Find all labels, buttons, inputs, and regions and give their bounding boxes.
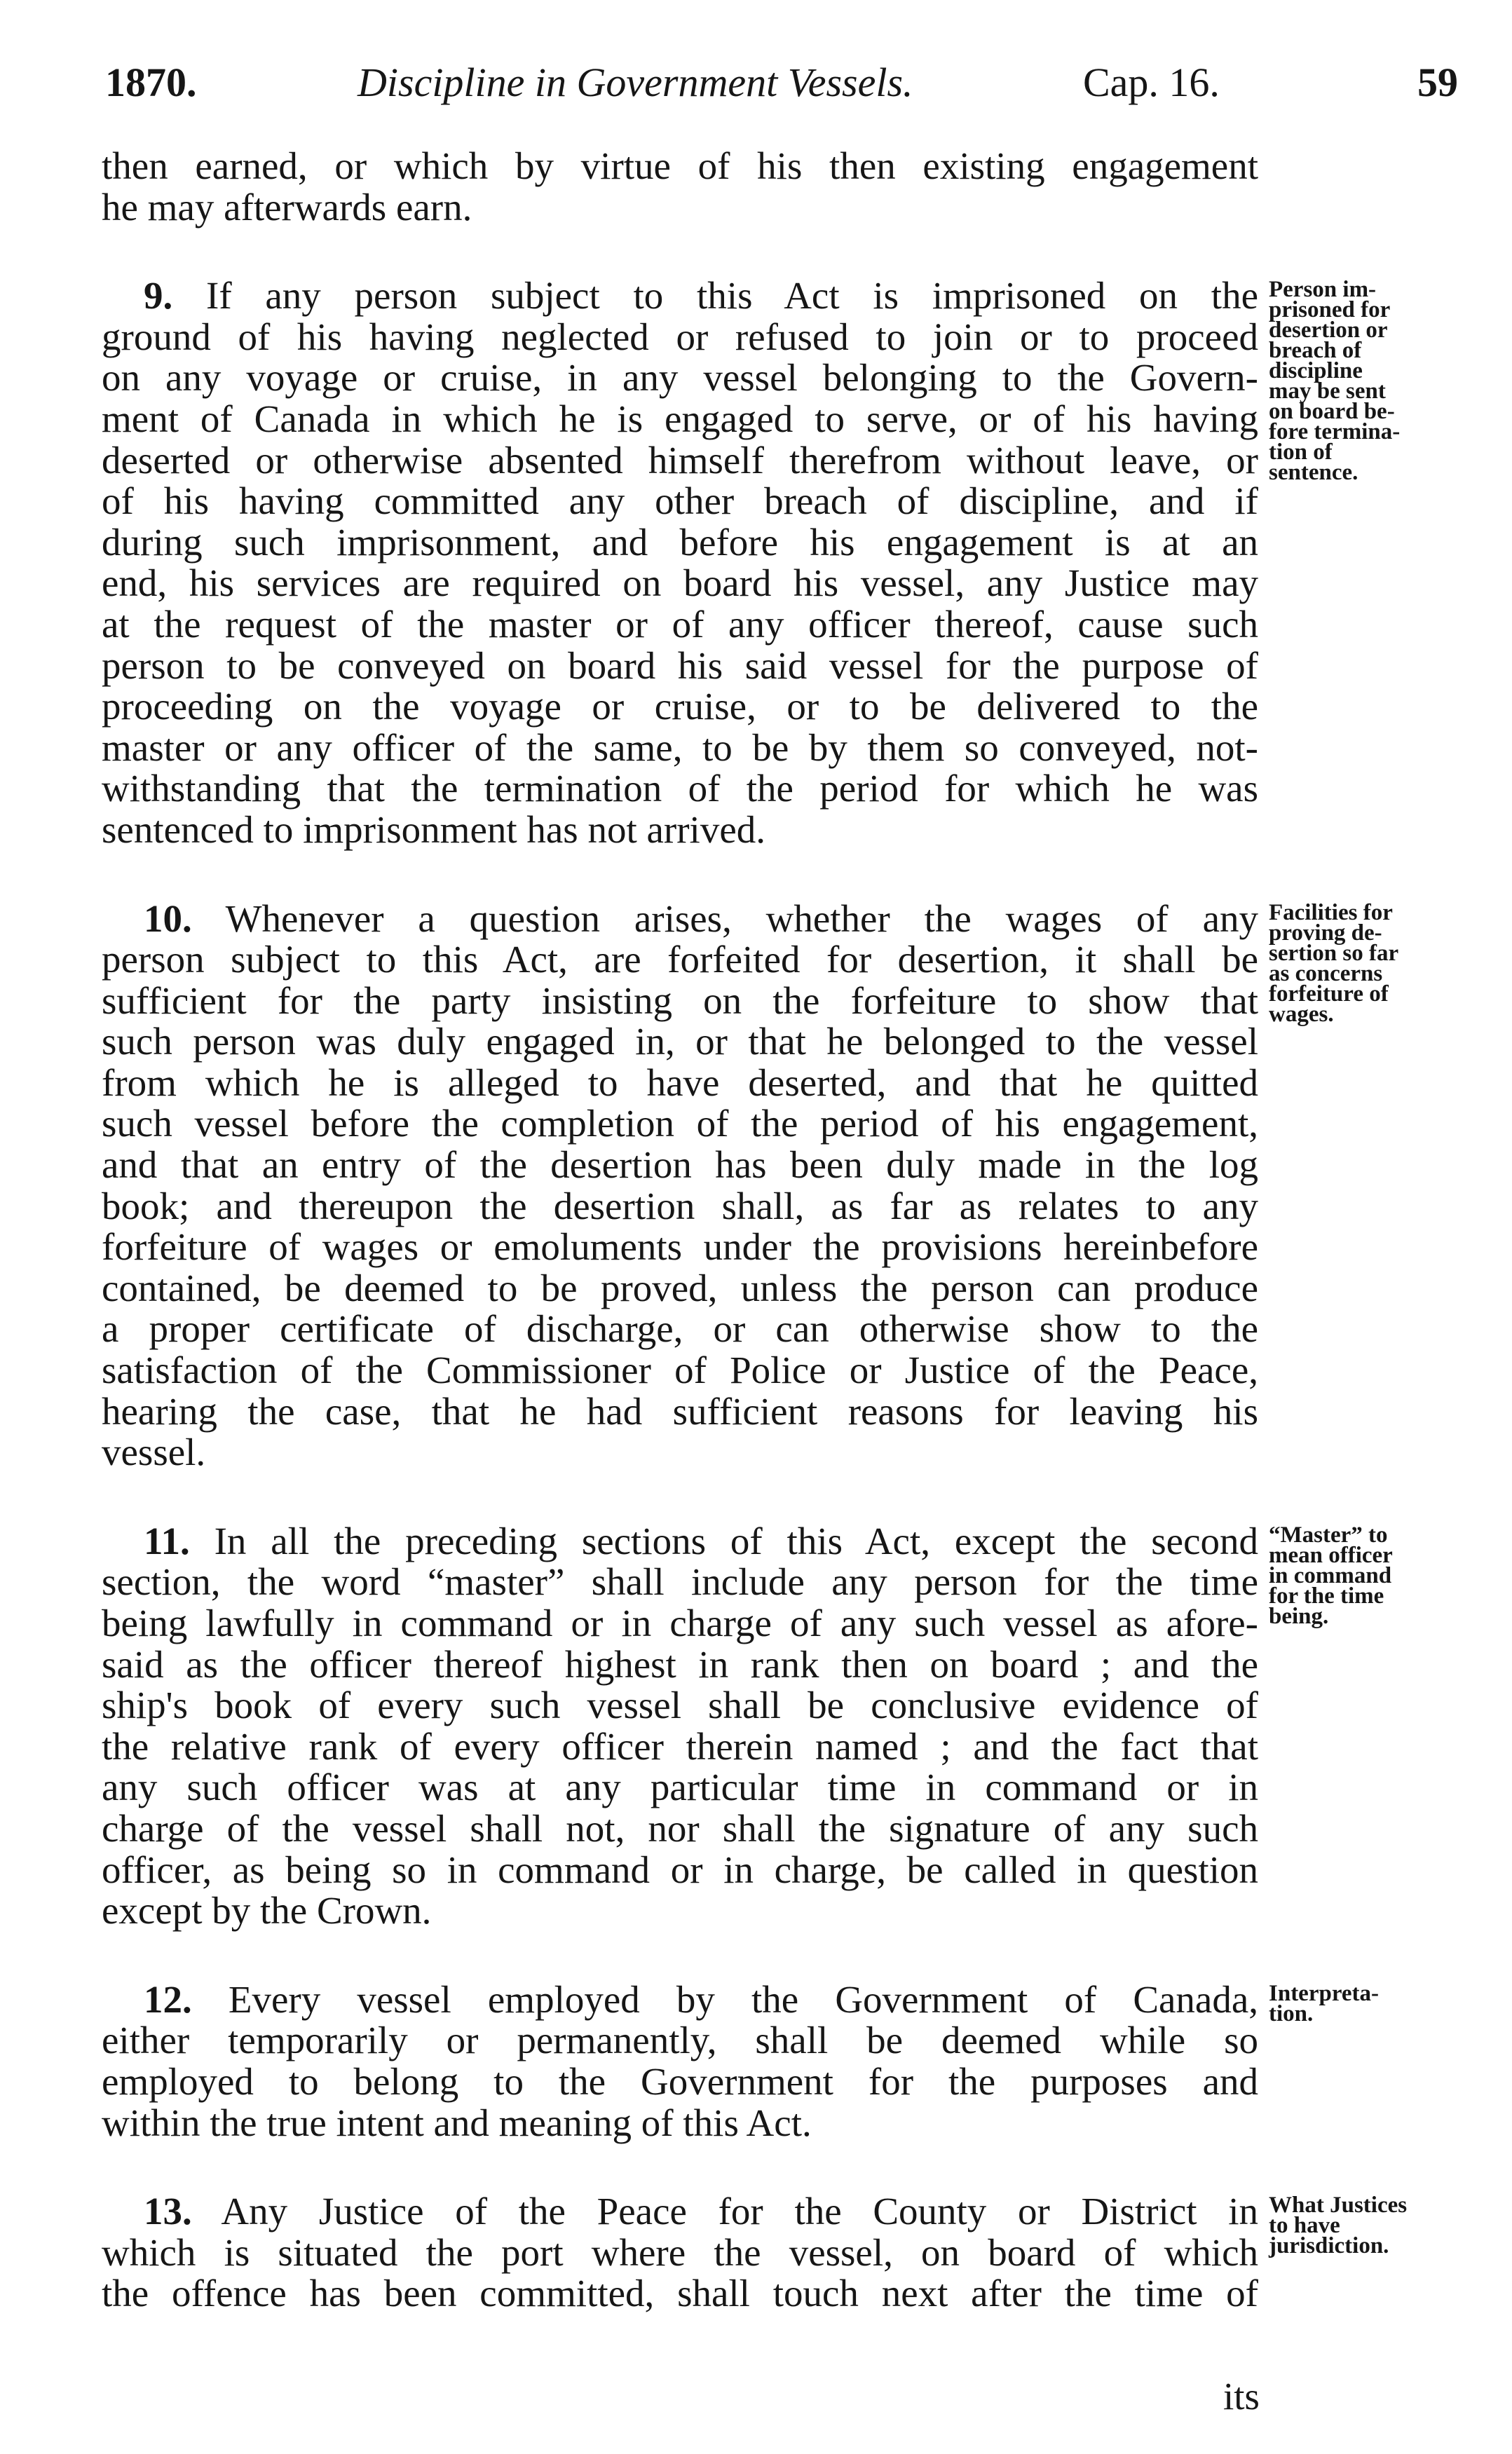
text-line: within the true intent and meaning of this Act. [102,2101,812,2144]
margin-note-line: wages. [1269,1002,1334,1027]
text-line: withstanding that the termination of the period for which he was [102,767,1258,810]
text-line: he may afterwards earn. [102,185,472,229]
text-line [102,899,1258,940]
margin-note-line: may be sent [1269,379,1386,404]
section-first-line-text: In all the preceding sections of this Act, except the second [189,1519,1258,1562]
section-13 [102,2191,1258,2315]
margin-note-line: to have [1269,2213,1340,2238]
text-line: the offence has been committed, shall touch next after the time of [102,2272,1258,2315]
margin-note-section-13 [1269,2195,1493,2256]
text-line: employed to belong to the Government for the purposes and [102,2059,1258,2103]
margin-note-line: for the time [1269,1583,1384,1609]
text-line [102,1979,1258,2021]
text-line: person to be conveyed on board his said vessel for the purpose of [102,643,1258,687]
section-gap [102,851,1258,899]
section-gap [102,1473,1258,1521]
section-12 [102,1979,1258,2143]
margin-note-section-9 [1269,277,1493,485]
text-line: proceeding on the voyage or cruise, or to be delivered to the [102,685,1258,728]
text-line: charge of the vessel shall not, nor shall the signature of any such [102,1806,1258,1850]
margin-note-line: as concerns [1269,961,1383,986]
continuation-paragraph [102,146,1258,228]
margin-note-section-12 [1269,1981,1493,2026]
text-line: either temporarily or permanently, shall be deemed while so [102,2019,1258,2062]
section-gap [102,2143,1258,2191]
section-number: 11. [144,1519,190,1562]
margin-note-line: prisoned for [1269,297,1391,322]
margin-note-line: desertion or [1269,318,1388,343]
text-line: any such officer was at any particular time in command or in [102,1766,1258,1809]
margin-note-line: being. [1269,1604,1329,1629]
section-number: 9. [144,274,173,318]
margin-note-line: What Justices [1269,2193,1408,2218]
section-gap [102,228,1258,275]
text-line: book; and thereupon the desertion shall, as far as relates to any [102,1184,1258,1227]
margin-note-line: in command [1269,1563,1392,1588]
section-first-line-text: Whenever a question arises, whether the wages of any [191,897,1258,940]
section-number: 13. [144,2190,192,2233]
section-first-line-text: Every vessel employed by the Government of Canada, [191,1977,1258,2021]
margin-note-line: breach of [1269,338,1362,363]
text-line: hearing the case, that he had sufficient reasons for leaving his [102,1389,1258,1433]
running-head-year: 1870. [105,60,197,105]
margin-note-line: on board be- [1269,399,1395,424]
section-number: 12. [144,1977,192,2021]
text-line: at the request of the master or of any officer thereof, cause such [102,602,1258,646]
text-line [102,2191,1258,2233]
margin-note-line: forfeiture of [1269,981,1389,1007]
text-line: a proper certificate of discharge, or can otherwise show to the [102,1307,1258,1351]
text-line: forfeiture of wages or emoluments under the provisions hereinbefore [102,1225,1258,1269]
body-text-column [102,146,1258,2315]
text-line: contained, be deemed to be proved, unless the person can produce [102,1266,1258,1309]
text-line: which is situated the port where the vessel, on board of which [102,2230,1258,2274]
running-head-chapter: Cap. 16. [1083,60,1220,105]
text-line: person subject to this Act, are forfeited for desertion, it shall be [102,938,1258,981]
text-line: ship's book of every such vessel shall be conclusive evidence of [102,1684,1258,1727]
text-line: then earned, or which by virtue of his then existing engagement [102,144,1258,187]
section-first-line-text: If any person subject to this Act is imprisoned on the [172,274,1258,318]
margin-note-line: sentence. [1269,460,1358,485]
section-10 [102,899,1258,1473]
text-line: of his having committed any other breach of discipline, and if [102,479,1258,523]
text-line: on any voyage or cruise, in any vessel belonging to the Govern- [102,356,1258,400]
text-line: during such imprisonment, and before his engagement is at an [102,520,1258,564]
running-head [105,55,1458,111]
margin-note-line: Facilities for [1269,900,1393,925]
text-line: section, the word “master” shall include any person for the time [102,1560,1258,1604]
margin-note-line: mean officer [1269,1543,1393,1568]
running-head-title: Discipline in Government Vessels. [357,60,913,105]
section-9 [102,275,1258,850]
section-gap [102,1932,1258,1979]
margin-note-line: discipline [1269,358,1363,383]
text-line: deserted or otherwise absented himself therefrom without leave, or [102,438,1258,482]
margin-note-line: tion of [1269,439,1333,465]
text-line: from which he is alleged to have deserted, and that he quitted [102,1061,1258,1104]
text-line: being lawfully in command or in charge of any such vessel as afore- [102,1602,1258,1644]
margin-note-line: Person im- [1269,277,1377,302]
text-line [102,1521,1258,1562]
text-line: said as the officer thereof highest in rank then on board ; and the [102,1642,1258,1686]
text-line: vessel. [102,1431,206,1474]
margin-note-section-11 [1269,1522,1493,1629]
text-line: sufficient for the party insisting on the forfeiture to show that [102,979,1258,1022]
catchword: its [1223,2375,1260,2418]
text-line: such person was duly engaged in, or that he belonged to the vessel [102,1020,1258,1063]
page-number: 59 [1417,60,1458,105]
margin-note-line: “Master” to [1269,1522,1388,1548]
margin-note-line: sertion so far [1269,941,1399,966]
margin-note-line: jurisdiction. [1269,2233,1389,2258]
text-line: officer, as being so in command or in charge, be called in question [102,1848,1258,1891]
text-line: except by the Crown. [102,1889,432,1932]
section-number: 10. [144,897,192,940]
margin-note-line: fore termina- [1269,419,1401,444]
margin-note-section-10 [1269,900,1493,1027]
margin-note-line: Interpreta- [1269,1981,1380,2006]
text-line: ground of his having neglected or refused to join or to proceed [102,315,1258,358]
text-line: such vessel before the completion of the period of his engagement, [102,1102,1258,1145]
text-line: and that an entry of the desertion has been duly made in the log [102,1143,1258,1187]
section-11 [102,1521,1258,1932]
text-line: sentenced to imprisonment has not arrived. [102,807,765,851]
text-line: satisfaction of the Commissioner of Police or Justice of the Peace, [102,1349,1258,1392]
text-line: the relative rank of every officer therein named ; and the fact that [102,1724,1258,1768]
margin-note-line: tion. [1269,2001,1314,2026]
text-line: end, his services are required on board his vessel, any Justice may [102,561,1258,605]
text-line: ment of Canada in which he is engaged to serve, or of his having [102,397,1258,440]
margin-note-line: proving de- [1269,920,1382,946]
text-line: master or any officer of the same, to be by them so conveyed, not- [102,725,1258,769]
section-first-line-text: Any Justice of the Peace for the County or District in [191,2190,1258,2233]
text-line [102,275,1258,317]
